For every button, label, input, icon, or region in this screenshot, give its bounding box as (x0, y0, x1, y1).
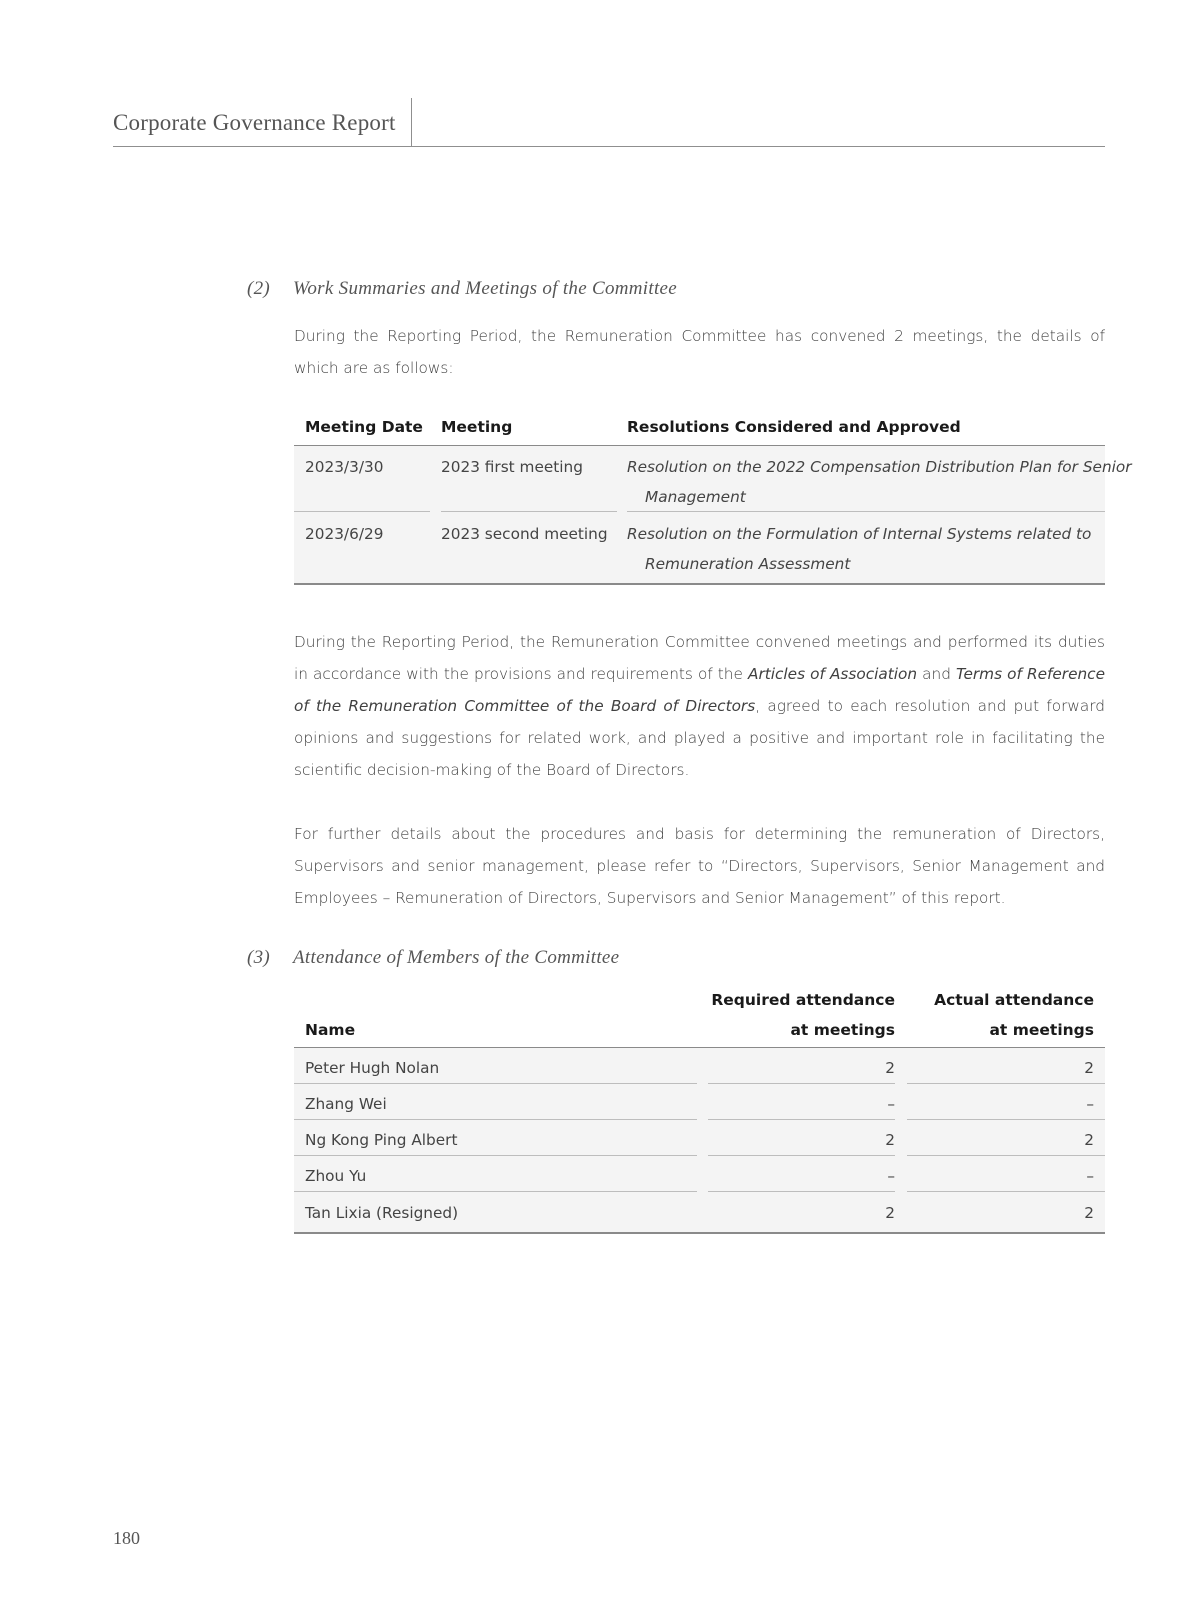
table-row (294, 1084, 1105, 1120)
required-attendance: 2 (885, 1204, 895, 1222)
page-number: 180 (113, 1528, 140, 1548)
actual-attendance: – (1086, 1167, 1094, 1185)
table-row (294, 512, 1105, 583)
col-actual-line2: at meetings (989, 1021, 1094, 1039)
resolution-text-continued: Remuneration Assessment (645, 555, 851, 573)
meeting-name: 2023 first meeting (441, 458, 583, 476)
member-name: Ng Kong Ping Albert (305, 1131, 458, 1149)
resolution-text-continued: Management (645, 488, 746, 506)
col-name: Name (305, 1021, 356, 1039)
para-text: and (917, 665, 957, 683)
table-row (294, 1192, 1105, 1232)
actual-attendance: 2 (1084, 1131, 1094, 1149)
actual-attendance: – (1086, 1095, 1094, 1113)
col-resolutions: Resolutions Considered and Approved (627, 418, 961, 436)
para-text: During the Reporting Period, the Remuneration Committee convened meetings and performed its duties in accordance with the provisions and requirements of the (294, 633, 1105, 683)
member-name: Zhou Yu (305, 1167, 367, 1185)
required-attendance: – (887, 1095, 895, 1113)
attendance-table (294, 985, 1105, 1232)
required-attendance: 2 (885, 1059, 895, 1077)
col-meeting-date: Meeting Date (305, 418, 423, 436)
running-header (113, 98, 1105, 147)
table-bottom-rule (294, 583, 1105, 585)
meeting-date: 2023/6/29 (305, 525, 384, 543)
member-name: Tan Lixia (Resigned) (305, 1204, 459, 1222)
actual-attendance: 2 (1084, 1059, 1094, 1077)
table-bottom-rule (294, 1232, 1105, 1234)
section-2-intro: During the Reporting Period, the Remuneration Committee has convened 2 meetings, the details of which are as follows: (294, 327, 1105, 377)
actual-attendance: 2 (1084, 1204, 1094, 1222)
section-3-heading (247, 947, 619, 969)
table-row (294, 1048, 1105, 1084)
section-2-number: (2) (247, 278, 271, 299)
attendance-table-header (294, 985, 1105, 1048)
meetings-table (294, 412, 1132, 583)
section-2-heading (247, 278, 677, 300)
member-name: Peter Hugh Nolan (305, 1059, 440, 1077)
meeting-name: 2023 second meeting (441, 525, 608, 543)
meetings-table-header (294, 412, 1105, 446)
report-title: Corporate Governance Report (113, 110, 396, 135)
header-divider (411, 98, 412, 147)
table-row (294, 446, 1132, 512)
required-attendance: 2 (885, 1131, 895, 1149)
meeting-date: 2023/3/30 (305, 458, 384, 476)
col-required-line1: Required attendance (711, 991, 895, 1009)
terms-of-reference-ref: Terms of Reference of the Remuneration Committee of the Board of Directors (294, 665, 1106, 715)
section-2-title: Work Summaries and Meetings of the Committee (293, 278, 678, 299)
resolution-text: Resolution on the Formulation of Internal Systems related to (627, 525, 1092, 543)
col-required-line2: at meetings (790, 1021, 895, 1039)
required-attendance: – (887, 1167, 895, 1185)
section-3-title: Attendance of Members of the Committee (293, 947, 620, 968)
col-meeting: Meeting (441, 418, 513, 436)
member-name: Zhang Wei (305, 1095, 387, 1113)
col-actual-line1: Actual attendance (934, 991, 1094, 1009)
section-2-paragraph-1 (294, 626, 1105, 786)
para-text: , agreed to each resolution and put forward opinions and suggestions for related work, and played a positive and important role in facilitating the scientific decision-making of the Board of Directors. (294, 697, 1105, 779)
resolution-text: Resolution on the 2022 Compensation Distribution Plan for Senior (627, 458, 1132, 476)
table-row (294, 1156, 1105, 1192)
section-3-number: (3) (247, 947, 271, 968)
table-row (294, 1120, 1105, 1156)
section-2-paragraph-2: For further details about the procedures and basis for determining the remuneration of Directors, Supervisors and senior management, please refer to “Directors, Supervisors, Senior Management and Employees – Remuneration of Directors, Supervisors and Senior Management” of this report. (294, 825, 1105, 907)
articles-of-association-ref: Articles of Association (748, 665, 918, 683)
